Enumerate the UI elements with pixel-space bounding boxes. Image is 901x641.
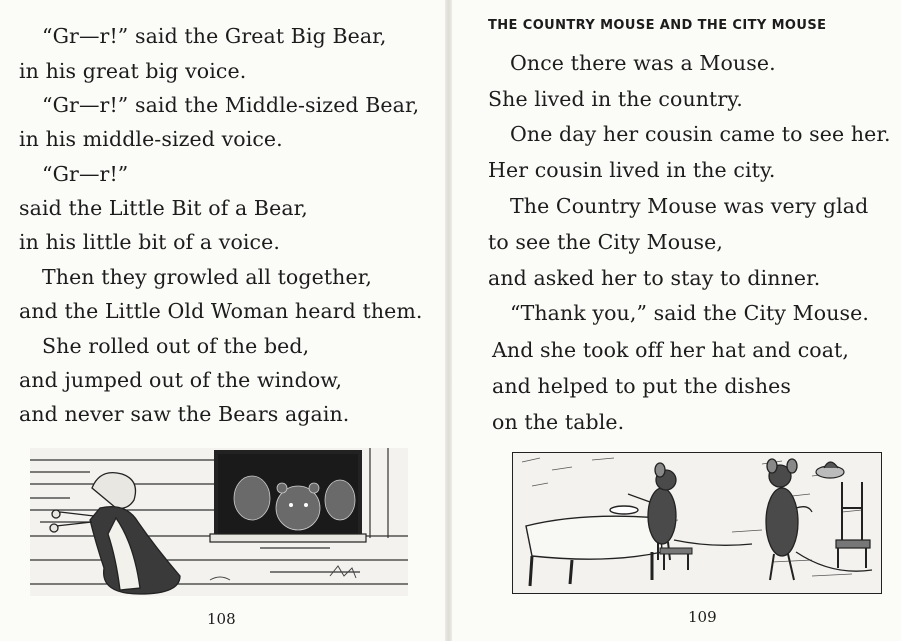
book-gutter — [445, 0, 452, 641]
text-line: She lived in the country. — [488, 87, 743, 111]
left-page — [0, 0, 445, 641]
text-line: Her cousin lived in the city. — [488, 158, 776, 182]
text-line: Once there was a Mouse. — [510, 51, 776, 75]
text-line: “Gr—r!” said the Great Big Bear, — [42, 24, 387, 48]
text-line: “Gr—r!” — [42, 162, 129, 186]
page-number: 108 — [207, 610, 236, 628]
text-line: said the Little Bit of a Bear, — [19, 196, 308, 220]
text-line: The Country Mouse was very glad — [510, 194, 869, 218]
text-line: Then they growled all together, — [42, 265, 372, 289]
text-line: “Gr—r!” said the Middle-sized Bear, — [42, 93, 420, 117]
text-line: in his middle-sized voice. — [19, 127, 283, 151]
text-line: on the table. — [492, 410, 625, 434]
text-line: to see the City Mouse, — [488, 230, 723, 254]
two-mice-table-illustration — [512, 452, 882, 594]
page-number: 109 — [688, 608, 717, 626]
text-line: and asked her to stay to dinner. — [488, 266, 821, 290]
text-line: and never saw the Bears again. — [19, 402, 350, 426]
text-line: She rolled out of the bed, — [42, 334, 310, 358]
text-line: One day her cousin came to see her. — [510, 122, 891, 146]
text-line: in his little bit of a voice. — [19, 230, 280, 254]
right-page — [452, 0, 901, 641]
running-head: THE COUNTRY MOUSE AND THE CITY MOUSE — [488, 18, 827, 33]
text-line: in his great big voice. — [19, 59, 247, 83]
text-line: and the Little Old Woman heard them. — [19, 299, 423, 323]
text-line: and jumped out of the window, — [19, 368, 343, 392]
old-woman-window-illustration — [30, 448, 408, 596]
text-line: “Thank you,” said the City Mouse. — [510, 301, 869, 325]
text-line: And she took off her hat and coat, — [492, 338, 850, 362]
text-line: and helped to put the dishes — [492, 374, 791, 398]
